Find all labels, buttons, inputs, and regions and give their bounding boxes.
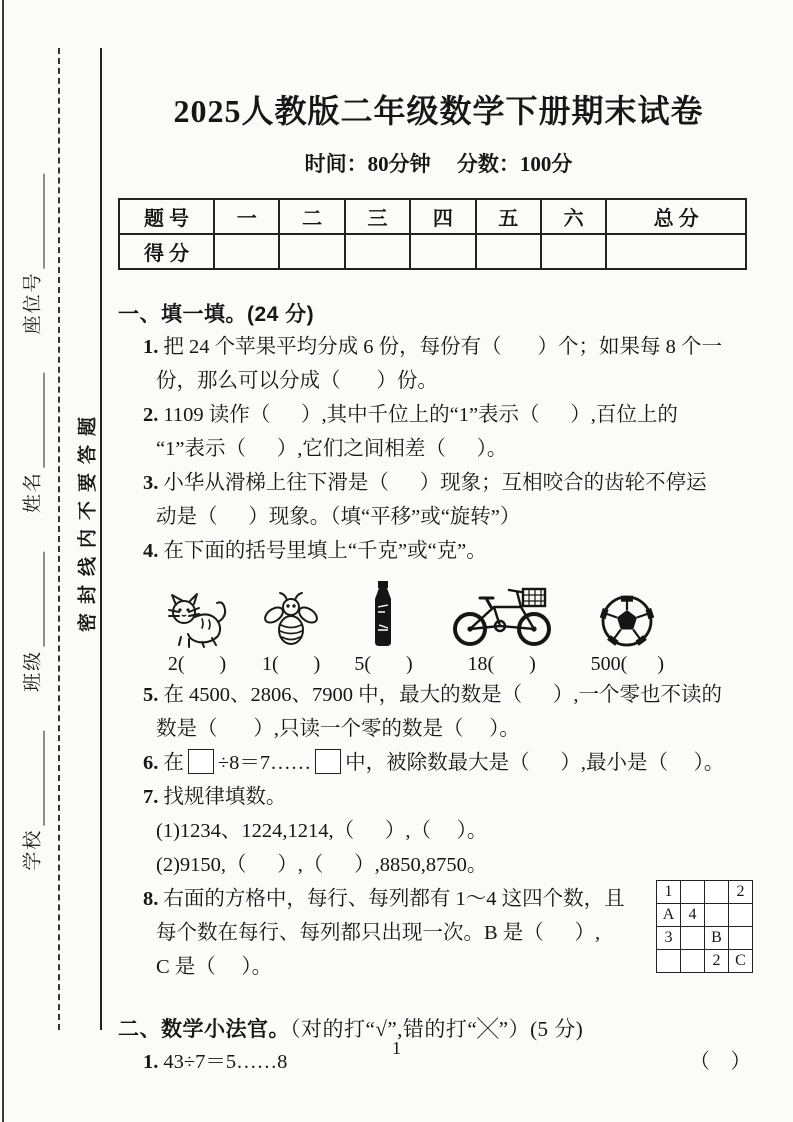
item-cat-label: 2( ) bbox=[167, 653, 227, 675]
question-number: 8. bbox=[143, 888, 159, 910]
score-cell bbox=[606, 234, 746, 269]
page-number: 1 bbox=[392, 1038, 401, 1058]
question-line: 份，那么可以分成（ ）份。 bbox=[156, 370, 438, 392]
question-line bbox=[118, 466, 759, 500]
judge-answer-blank: （ ） bbox=[689, 1051, 751, 1073]
question-number: 5. bbox=[143, 684, 159, 706]
score-table-score-row bbox=[119, 234, 746, 269]
question-6 bbox=[118, 746, 759, 780]
score-table-score-label: 得 分 bbox=[119, 234, 214, 269]
item-bee-label: 1( ) bbox=[262, 653, 321, 675]
score-cell bbox=[279, 234, 344, 269]
item-bicycle-label: 18( ) bbox=[467, 653, 536, 675]
question-line bbox=[118, 330, 759, 364]
question-line bbox=[118, 398, 759, 432]
fold-dashed-line bbox=[58, 48, 60, 1030]
score-table-col-6: 六 bbox=[541, 199, 606, 234]
score-cell bbox=[410, 234, 475, 269]
grid-cell: 3 bbox=[657, 927, 681, 950]
score-table-col-2: 二 bbox=[279, 199, 344, 234]
school-blank-line bbox=[40, 731, 45, 826]
item-soccer-ball bbox=[591, 594, 664, 678]
question-text: 在下面的括号里填上“千克”或“克”。 bbox=[163, 540, 487, 562]
number-grid bbox=[656, 880, 753, 973]
cat-icon bbox=[166, 591, 228, 648]
question-line bbox=[118, 534, 759, 568]
question-text: 43÷7＝5……8 bbox=[163, 1051, 288, 1073]
score-cell bbox=[476, 234, 541, 269]
score-table-col-1: 一 bbox=[214, 199, 279, 234]
question-subline-1: (1)1234、1224,1214,（ ）,（ ）。 bbox=[156, 820, 488, 842]
grid-cell bbox=[729, 927, 753, 950]
item-bottle bbox=[354, 580, 412, 678]
grid-cell: 4 bbox=[681, 904, 705, 927]
seal-text: 密封线内不要答题 bbox=[77, 407, 99, 633]
score-table-col-3: 三 bbox=[345, 199, 410, 234]
item-bottle-label: 5( ) bbox=[354, 653, 413, 675]
page-edge-line bbox=[2, 0, 4, 1122]
score-table bbox=[118, 198, 747, 270]
grid-row bbox=[657, 927, 753, 950]
grid-cell bbox=[729, 904, 753, 927]
school-field bbox=[18, 731, 45, 871]
score-table-header-row bbox=[119, 199, 746, 234]
grid-row bbox=[657, 950, 753, 973]
question-text: 右面的方格中，每行、每列都有 1～4 这四个数，且 bbox=[163, 888, 625, 910]
question-line: 每个数在每行、每列都只出现一次。B 是（ ）, bbox=[156, 922, 601, 944]
grid-cell: 2 bbox=[729, 881, 753, 904]
class-blank-line bbox=[40, 552, 45, 647]
question-line: C 是（ ）。 bbox=[156, 956, 273, 978]
question-text: ÷8＝7…… bbox=[217, 752, 312, 774]
paper-meta: 时间：80分钟 分数：100分 bbox=[304, 152, 573, 176]
grid-cell bbox=[681, 950, 705, 973]
question-line bbox=[118, 780, 759, 814]
grid-row bbox=[657, 881, 753, 904]
question-text: 小华从滑梯上往下滑是（ ）现象；互相咬合的齿轮不停运 bbox=[163, 472, 707, 494]
name-field bbox=[18, 373, 45, 513]
section2-heading-score: (5 分) bbox=[530, 1017, 584, 1041]
question-number: 1. bbox=[143, 336, 159, 358]
paper-title: 2025人教版二年级数学下册期末试卷 bbox=[173, 93, 704, 129]
item-cat bbox=[166, 591, 228, 678]
section2-heading-main: 二、数学小法官。 bbox=[118, 1018, 290, 1041]
question-text: 找规律填数。 bbox=[163, 786, 287, 808]
dividend-box bbox=[188, 749, 214, 774]
section1-questions bbox=[118, 330, 759, 984]
score-cell bbox=[541, 234, 606, 269]
question-number: 7. bbox=[143, 786, 159, 808]
name-label: 姓名 bbox=[22, 471, 44, 514]
question-number: 3. bbox=[143, 472, 159, 494]
remainder-box bbox=[315, 749, 341, 774]
grid-cell: C bbox=[729, 950, 753, 973]
question-4 bbox=[118, 534, 759, 678]
class-field bbox=[18, 552, 45, 692]
score-table-col-5: 五 bbox=[476, 199, 541, 234]
question-line: 数是（ ）,只读一个零的数是（ ）。 bbox=[156, 718, 520, 740]
item-bicycle bbox=[447, 576, 557, 678]
item-soccer-ball-label: 500( ) bbox=[590, 653, 664, 675]
grid-cell bbox=[681, 881, 705, 904]
score-table-col-total: 总 分 bbox=[606, 199, 746, 234]
grid-cell bbox=[681, 927, 705, 950]
exam-paper bbox=[118, 0, 759, 1079]
score-cell bbox=[345, 234, 410, 269]
soccer-ball-icon bbox=[600, 594, 654, 648]
question-1 bbox=[118, 330, 759, 398]
grid-row bbox=[657, 904, 753, 927]
seat-number-field bbox=[18, 173, 45, 334]
question-number: 4. bbox=[143, 540, 159, 562]
question-3 bbox=[118, 466, 759, 534]
question-8 bbox=[118, 882, 759, 984]
question-text: 在 4500、2806、7900 中，最大的数是（ ）,一个零也不读的 bbox=[163, 684, 722, 706]
score-table-qnum-label: 题 号 bbox=[119, 199, 214, 234]
seat-number-blank-line bbox=[40, 173, 45, 268]
question-subline-2: (2)9150,（ ）,（ ）,8850,8750。 bbox=[156, 854, 488, 876]
score-cell bbox=[214, 234, 279, 269]
question-number: 2. bbox=[143, 404, 159, 426]
question-text: 1109 读作（ ）,其中千位上的“1”表示（ ）,百位上的 bbox=[163, 404, 678, 426]
score-table-col-4: 四 bbox=[410, 199, 475, 234]
grid-cell bbox=[657, 950, 681, 973]
class-label: 班级 bbox=[22, 649, 44, 692]
question-text: 把 24 个苹果平均分成 6 份，每份有（ ）个；如果每 8 个一 bbox=[163, 336, 722, 358]
grid-cell bbox=[705, 881, 729, 904]
grid-cell: A bbox=[657, 904, 681, 927]
grid-cell: B bbox=[705, 927, 729, 950]
section1-heading: 一、填一填。(24 分) bbox=[118, 303, 315, 326]
question-5 bbox=[118, 678, 759, 746]
seat-number-label: 座位号 bbox=[22, 271, 44, 335]
bee-icon bbox=[263, 590, 319, 648]
grid-cell: 2 bbox=[705, 950, 729, 973]
grid-cell bbox=[705, 904, 729, 927]
item-bee bbox=[262, 590, 320, 678]
question-text: 在 bbox=[163, 752, 184, 774]
question-2 bbox=[118, 398, 759, 466]
bicycle-icon bbox=[447, 576, 557, 648]
school-label: 学校 bbox=[22, 828, 44, 871]
bottle-icon bbox=[367, 580, 399, 648]
question-7 bbox=[118, 780, 759, 882]
question-line: “1”表示（ ）,它们之间相差（ ）。 bbox=[156, 438, 508, 460]
question-line: 动是（ ）现象。（填“平移”或“旋转”） bbox=[156, 506, 521, 528]
grid-cell: 1 bbox=[657, 881, 681, 904]
question-line bbox=[118, 746, 759, 780]
question-line bbox=[118, 678, 759, 712]
question-text: 中，被除数最大是（ ）,最小是（ ）。 bbox=[345, 752, 725, 774]
question-number: 1. bbox=[143, 1051, 159, 1073]
section2-heading-note: （对的打“√”,错的打“╳”） bbox=[290, 1017, 531, 1041]
name-blank-line bbox=[40, 373, 45, 468]
weight-items-row bbox=[166, 576, 759, 678]
seal-solid-line bbox=[100, 48, 102, 1030]
question-number: 6. bbox=[143, 752, 159, 774]
